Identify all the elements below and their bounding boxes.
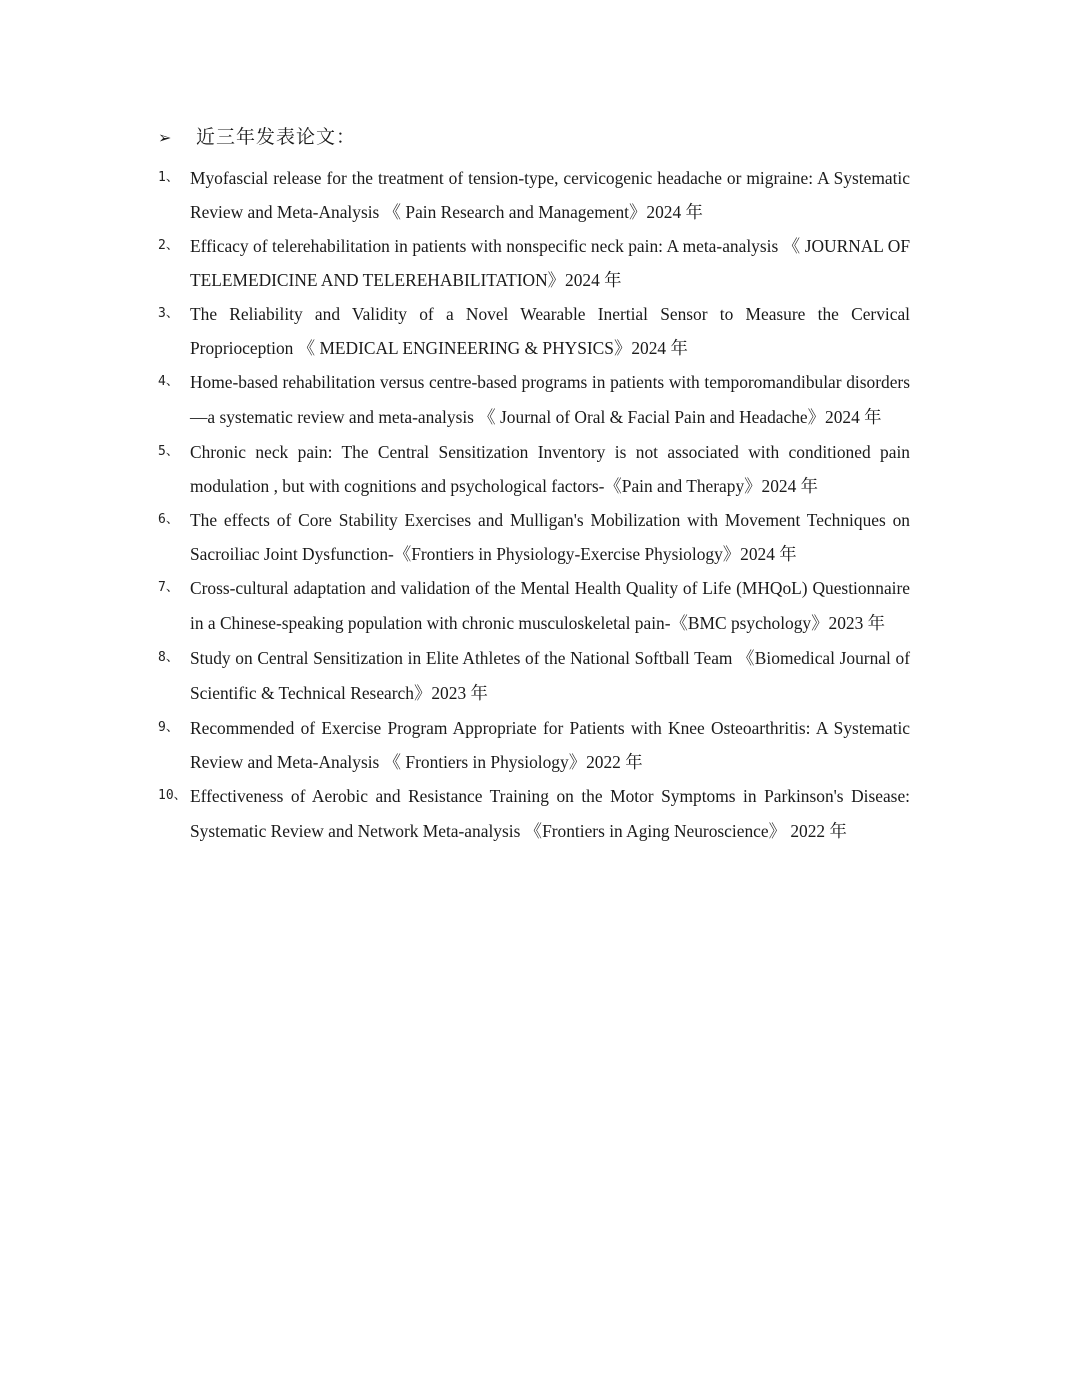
publication-item xyxy=(158,779,910,849)
publication-item xyxy=(158,641,910,711)
publication-item xyxy=(158,365,910,435)
publication-item xyxy=(158,711,910,779)
publication-list xyxy=(158,161,910,849)
item-citation: Effectiveness of Aerobic and Resistance Training on the Motor Symptoms in Parkinson's Disease: Systematic Review and Network Meta-analysis 《Frontiers in Aging Neuroscience》 2022 年 xyxy=(190,786,910,841)
publication-item xyxy=(158,503,910,571)
publication-item xyxy=(158,571,910,641)
arrow-bullet-icon: ➢ xyxy=(158,128,173,147)
publication-item xyxy=(158,297,910,365)
item-citation: Efficacy of telerehabilitation in patients with nonspecific neck pain: A meta-analysis 《 JOURNAL OF TELEMEDICINE AND TELEREHABILITATION》2024 年 xyxy=(190,236,910,290)
item-number: 1、 xyxy=(158,170,179,185)
item-number: 9、 xyxy=(158,720,179,735)
publication-item xyxy=(158,161,910,229)
item-number: 7、 xyxy=(158,580,179,595)
item-number: 8、 xyxy=(158,650,179,665)
item-citation: The effects of Core Stability Exercises and Mulligan's Mobilization with Movement Techniques on Sacroiliac Joint Dysfunction-《Frontiers in Physiology-Exercise Physiology》2024 年 xyxy=(190,510,910,564)
item-number: 10、 xyxy=(158,788,187,803)
item-citation: Recommended of Exercise Program Appropriate for Patients with Knee Osteoarthritis: A Systematic Review and Meta-Analysis 《 Frontiers in Physiology》2022 年 xyxy=(190,718,910,772)
publication-item xyxy=(158,229,910,297)
item-number: 4、 xyxy=(158,374,179,389)
section-title: 近三年发表论文： xyxy=(196,127,357,148)
item-citation: Myofascial release for the treatment of tension-type, cervicogenic headache or migraine: A Systematic Review and Meta-Analysis 《 Pain Research and Management》2024 年 xyxy=(190,168,910,222)
section-heading xyxy=(158,124,356,152)
item-citation: Study on Central Sensitization in Elite Athletes of the National Softball Team 《Biomedical Journal of Scientific & Technical Research》2023 年 xyxy=(190,648,910,703)
item-number: 6、 xyxy=(158,512,179,527)
publication-item xyxy=(158,435,910,503)
item-number: 2、 xyxy=(158,238,179,253)
item-citation: Chronic neck pain: The Central Sensitization Inventory is not associated with conditioned pain modulation , but with cognitions and psychological factors-《Pain and Therapy》2024 年 xyxy=(190,442,910,496)
item-citation: Home-based rehabilitation versus centre-based programs in patients with temporomandibular disorders—a systematic review and meta-analysis 《 Journal of Oral & Facial Pain and Headache》2024 年 xyxy=(190,372,910,427)
item-citation: The Reliability and Validity of a Novel Wearable Inertial Sensor to Measure the Cervical Proprioception 《 MEDICAL ENGINEERING & PHYSICS》2024 年 xyxy=(190,304,910,358)
item-number: 5、 xyxy=(158,444,179,459)
item-citation: Cross-cultural adaptation and validation of the Mental Health Quality of Life (MHQoL) Questionnaire in a Chinese-speaking population with chronic musculoskeletal pain-《BMC psychology》2023 年 xyxy=(190,578,910,633)
item-number: 3、 xyxy=(158,306,179,321)
